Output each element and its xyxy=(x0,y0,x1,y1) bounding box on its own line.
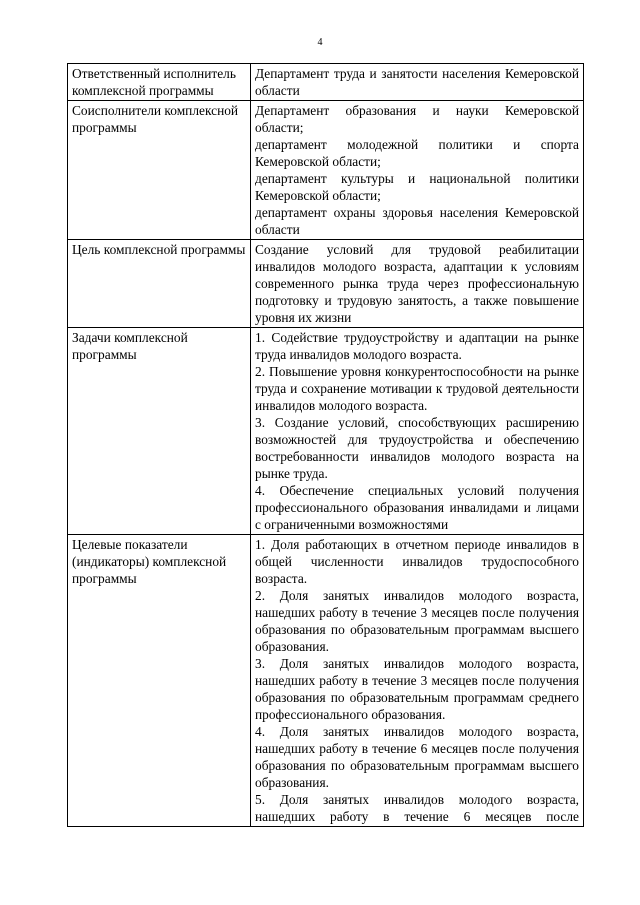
row-label: Соисполнители комплексной программы xyxy=(68,101,251,240)
table-row-responsible xyxy=(68,64,584,101)
row-label: Целевые показатели (индикаторы) комплексной программы xyxy=(68,535,251,827)
row-value xyxy=(251,64,584,101)
value-paragraph: 4. Обеспечение специальных условий получения профессионального образования инвалидами и лицами с ограниченными возможностями xyxy=(255,483,579,532)
value-paragraph: 1. Доля работающих в отчетном периоде инвалидов в общей численности инвалидов трудоспособного возраста. xyxy=(255,537,579,586)
table-row-goal xyxy=(68,240,584,328)
value-paragraph: департамент охраны здоровья населения Кемеровской области xyxy=(255,205,579,237)
value-paragraph: 3. Доля занятых инвалидов молодого возраста, нашедших работу в течение 3 месяцев после получения образования по образовательным программам среднего профессионального образования. xyxy=(255,656,579,722)
value-paragraph: Создание условий для трудовой реабилитации инвалидов молодого возраста, адаптации к условиям современного рынка труда через профессиональную подготовку и трудовую занятость, а также повышение уровня их жизни xyxy=(255,242,579,325)
row-value xyxy=(251,240,584,328)
value-paragraph: департамент молодежной политики и спорта Кемеровской области; xyxy=(255,137,579,169)
table-row-indicators xyxy=(68,535,584,827)
value-paragraph: 2. Повышение уровня конкурентоспособности на рынке труда и сохранение мотивации к трудовой деятельности инвалидов молодого возраста. xyxy=(255,364,579,413)
value-paragraph: 4. Доля занятых инвалидов молодого возраста, нашедших работу в течение 6 месяцев после получения образования по образовательным программам высшего образования. xyxy=(255,724,579,790)
value-paragraph: Департамент труда и занятости населения Кемеровской области xyxy=(255,66,579,98)
row-value xyxy=(251,328,584,535)
row-label: Задачи комплексной программы xyxy=(68,328,251,535)
value-paragraph: 3. Создание условий, способствующих расширению возможностей для трудоустройства и обеспечению востребованности инвалидов молодого возраста на рынке труда. xyxy=(255,415,579,481)
table-row-tasks xyxy=(68,328,584,535)
value-paragraph: 1. Содействие трудоустройству и адаптации на рынке труда инвалидов молодого возраста. xyxy=(255,330,579,362)
table-row-co-executors xyxy=(68,101,584,240)
row-label: Цель комплексной программы xyxy=(68,240,251,328)
value-paragraph: Департамент образования и науки Кемеровской области; xyxy=(255,103,579,135)
program-passport-table xyxy=(67,63,584,827)
row-value xyxy=(251,101,584,240)
value-paragraph: 5. Доля занятых инвалидов молодого возраста, нашедших работу в течение 6 месяцев после xyxy=(255,792,579,824)
value-paragraph: 2. Доля занятых инвалидов молодого возраста, нашедших работу в течение 3 месяцев после получения образования по образовательным программам высшего образования. xyxy=(255,588,579,654)
row-label: Ответственный исполнитель комплексной программы xyxy=(68,64,251,101)
value-paragraph: департамент культуры и национальной политики Кемеровской области; xyxy=(255,171,579,203)
page-number: 4 xyxy=(317,37,323,48)
row-value xyxy=(251,535,584,827)
